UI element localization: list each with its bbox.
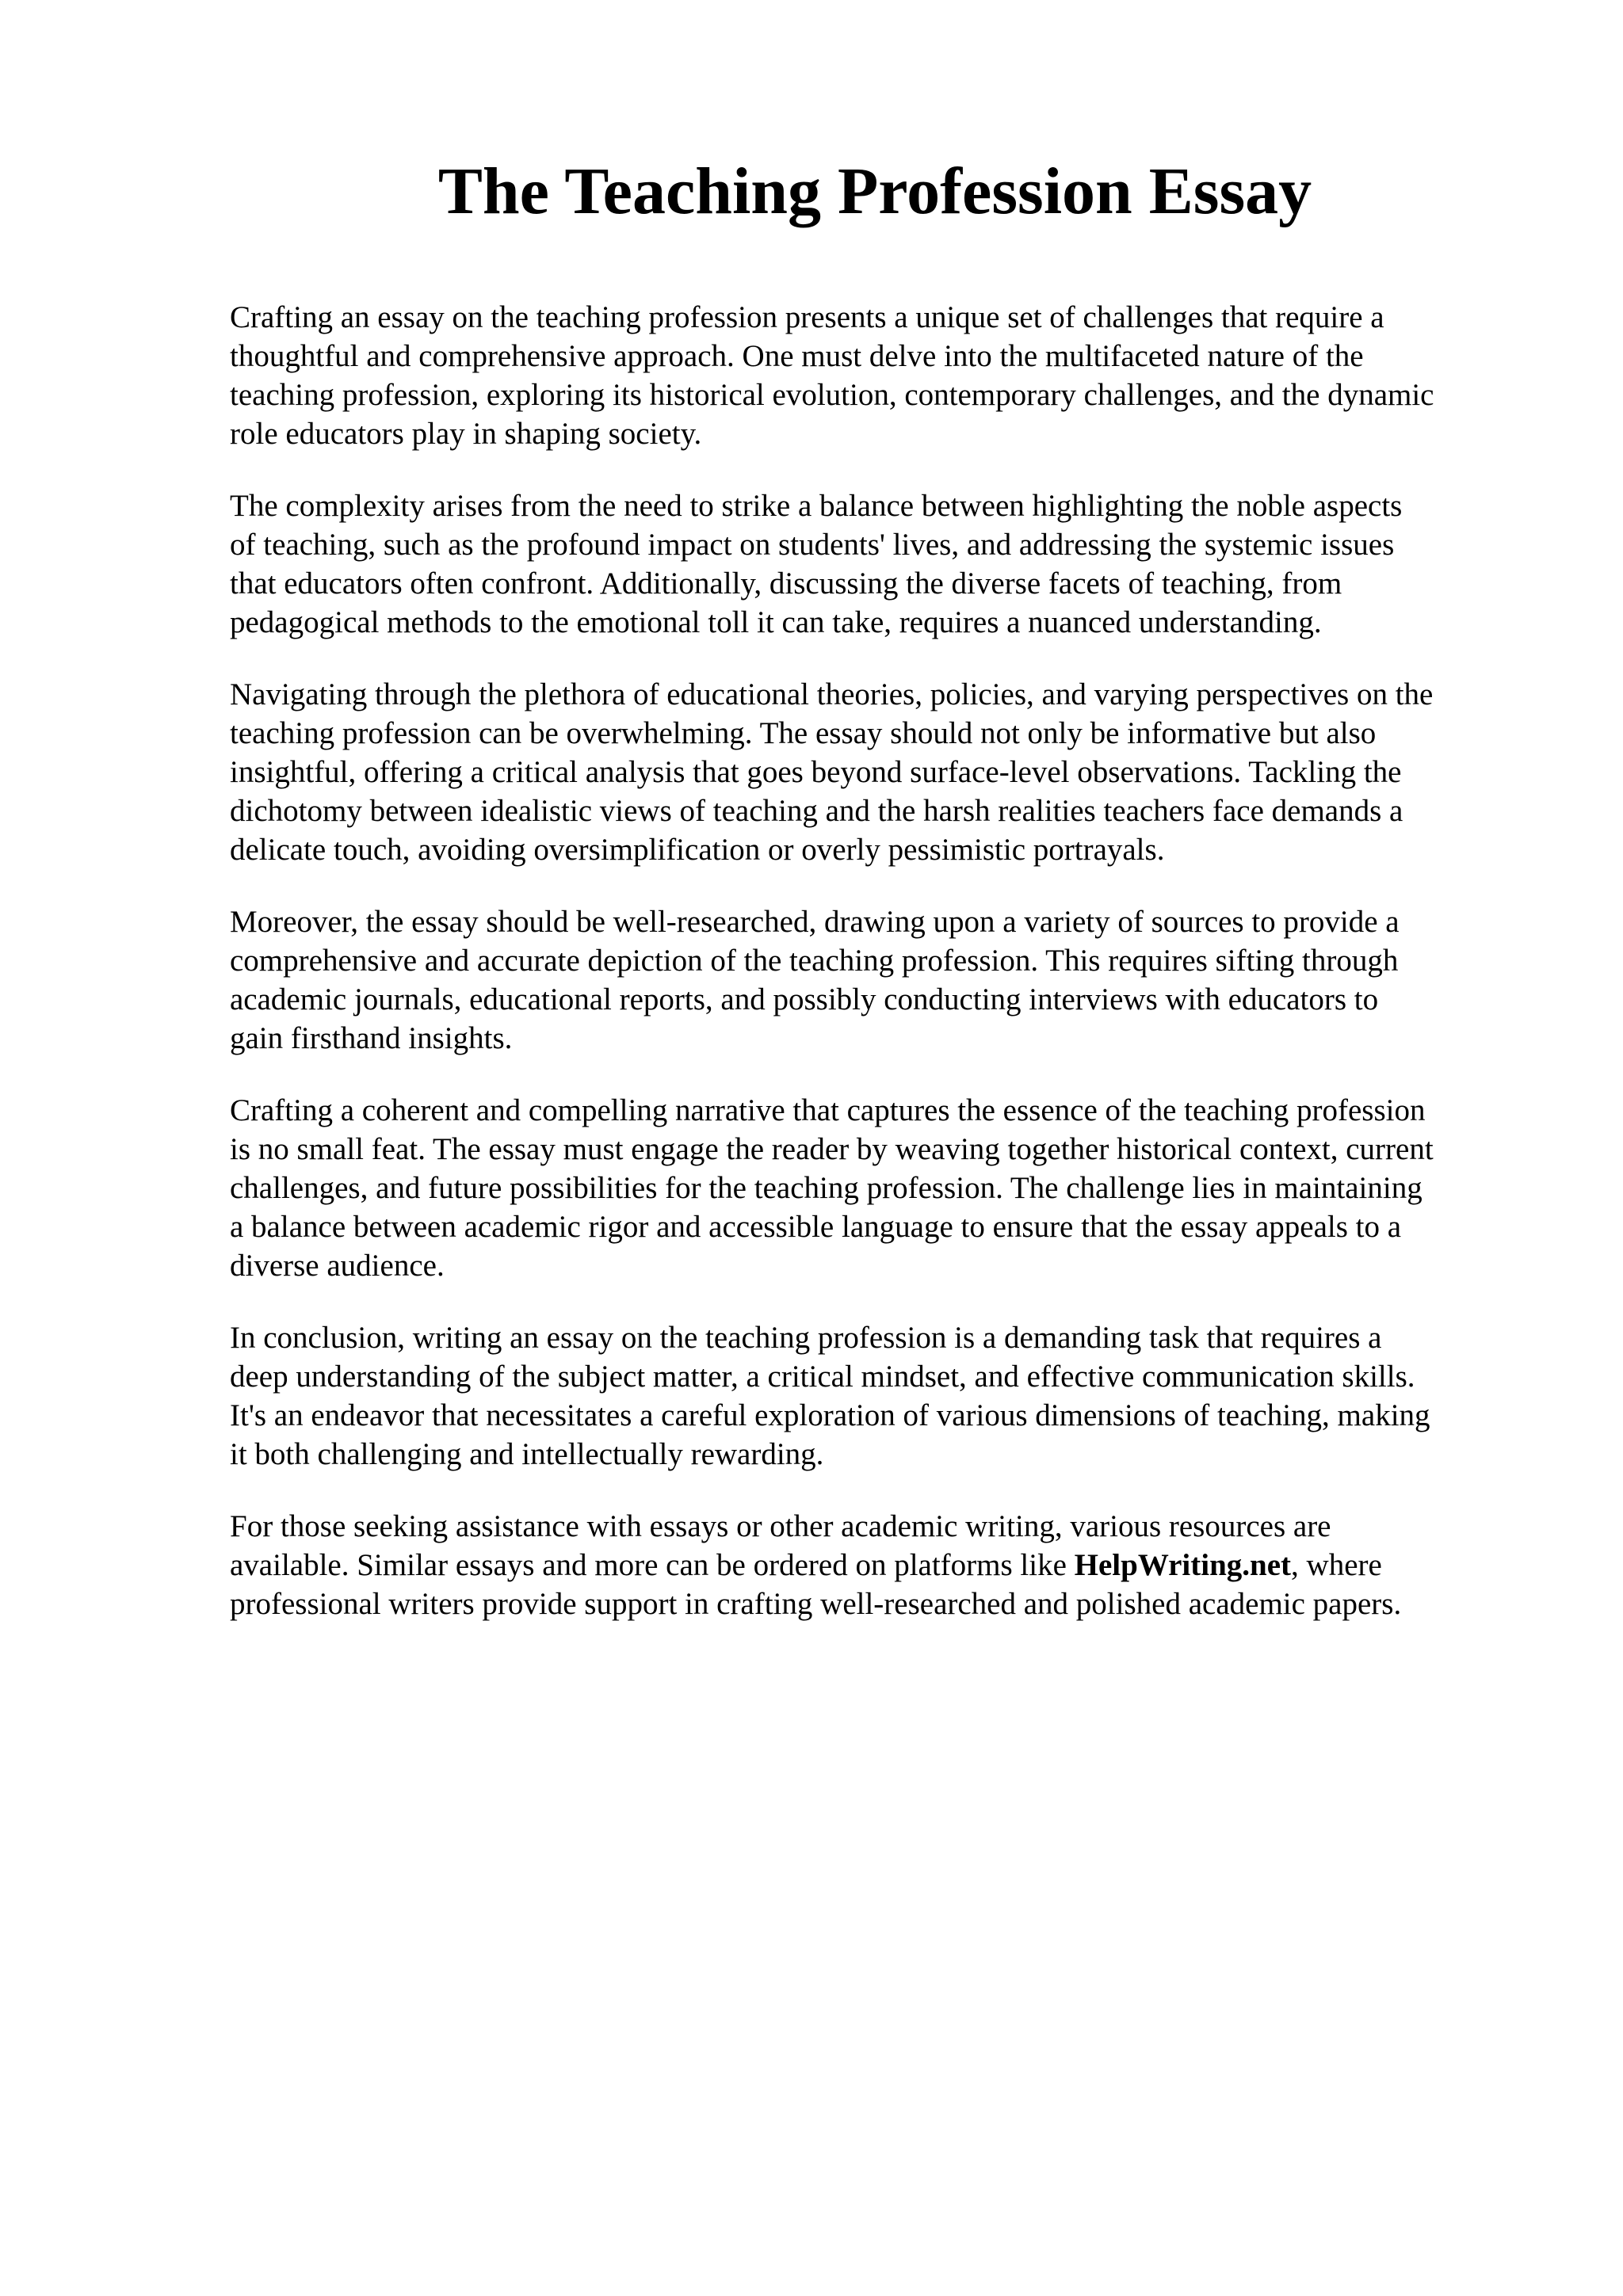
text-line: Crafting an essay on the teaching profession presents a unique set of challenges that require a — [230, 300, 1384, 334]
text-line: thoughtful and comprehensive approach. One must delve into the multifaceted nature of the — [230, 339, 1364, 373]
text-line: role educators play in shaping society. — [230, 417, 702, 451]
text-line: pedagogical methods to the emotional toll it can take, requires a nuanced understanding. — [230, 605, 1322, 639]
paragraph-4 — [230, 902, 1529, 1058]
paragraph-2 — [230, 486, 1529, 642]
text-line: professional writers provide support in crafting well-researched and polished academic papers. — [230, 1587, 1402, 1621]
text-line: challenges, and future possibilities for the teaching profession. The challenge lies in maintaining — [230, 1171, 1423, 1205]
paragraph-1 — [230, 298, 1529, 453]
text-line: deep understanding of the subject matter, a critical mindset, and effective communication skills. — [230, 1360, 1415, 1394]
text-line: In conclusion, writing an essay on the teaching profession is a demanding task that requires a — [230, 1321, 1382, 1355]
text-line: is no small feat. The essay must engage the reader by weaving together historical context, current — [230, 1132, 1434, 1166]
text-line: insightful, offering a critical analysis that goes beyond surface-level observations. Tackling the — [230, 755, 1402, 789]
text-line: diverse audience. — [230, 1249, 445, 1283]
essay-body — [230, 298, 1529, 1657]
text-line: it both challenging and intellectually rewarding. — [230, 1437, 824, 1471]
text-line: a balance between academic rigor and accessible language to ensure that the essay appeals to a — [230, 1210, 1402, 1244]
text-line: Crafting a coherent and compelling narrative that captures the essence of the teaching profession — [230, 1093, 1426, 1127]
text-line: Navigating through the plethora of educational theories, policies, and varying perspectives on the — [230, 677, 1434, 711]
text-line: teaching profession, exploring its historical evolution, contemporary challenges, and the dynamic — [230, 378, 1434, 412]
text-line: academic journals, educational reports, and possibly conducting interviews with educators to — [230, 982, 1379, 1016]
document-title: The Teaching Profession Essay — [437, 154, 1312, 228]
text-line: Moreover, the essay should be well-researched, drawing upon a variety of sources to provide a — [230, 905, 1400, 939]
paragraph-5 — [230, 1091, 1529, 1285]
paragraph-3 — [230, 675, 1529, 869]
helpwriting-link[interactable]: HelpWriting.net — [1074, 1548, 1292, 1582]
paragraph-6 — [230, 1318, 1529, 1474]
text-line: dichotomy between idealistic views of teaching and the harsh realities teachers face demands a — [230, 794, 1403, 828]
closing-text-before-link: available. Similar essays and more can be ordered on platforms like — [230, 1548, 1075, 1582]
text-line: The complexity arises from the need to strike a balance between highlighting the noble aspects — [230, 489, 1403, 523]
text-line: It's an endeavor that necessitates a careful exploration of various dimensions of teaching, making — [230, 1398, 1430, 1432]
closing-paragraph — [230, 1507, 1529, 1623]
text-line: delicate touch, avoiding oversimplification or overly pessimistic portrayals. — [230, 833, 1165, 867]
text-line: of teaching, such as the profound impact on students' lives, and addressing the systemic issues — [230, 528, 1395, 562]
text-line: For those seeking assistance with essays or other academic writing, various resources are — [230, 1509, 1331, 1543]
text-line: teaching profession can be overwhelming. The essay should not only be informative but also — [230, 716, 1377, 750]
text-line: gain firsthand insights. — [230, 1021, 513, 1055]
closing-text-after-link: , where — [1291, 1548, 1382, 1582]
text-line — [230, 1546, 1529, 1585]
text-line: that educators often confront. Additionally, discussing the diverse facets of teaching, from — [230, 566, 1342, 601]
text-line: comprehensive and accurate depiction of the teaching profession. This requires sifting through — [230, 944, 1399, 978]
